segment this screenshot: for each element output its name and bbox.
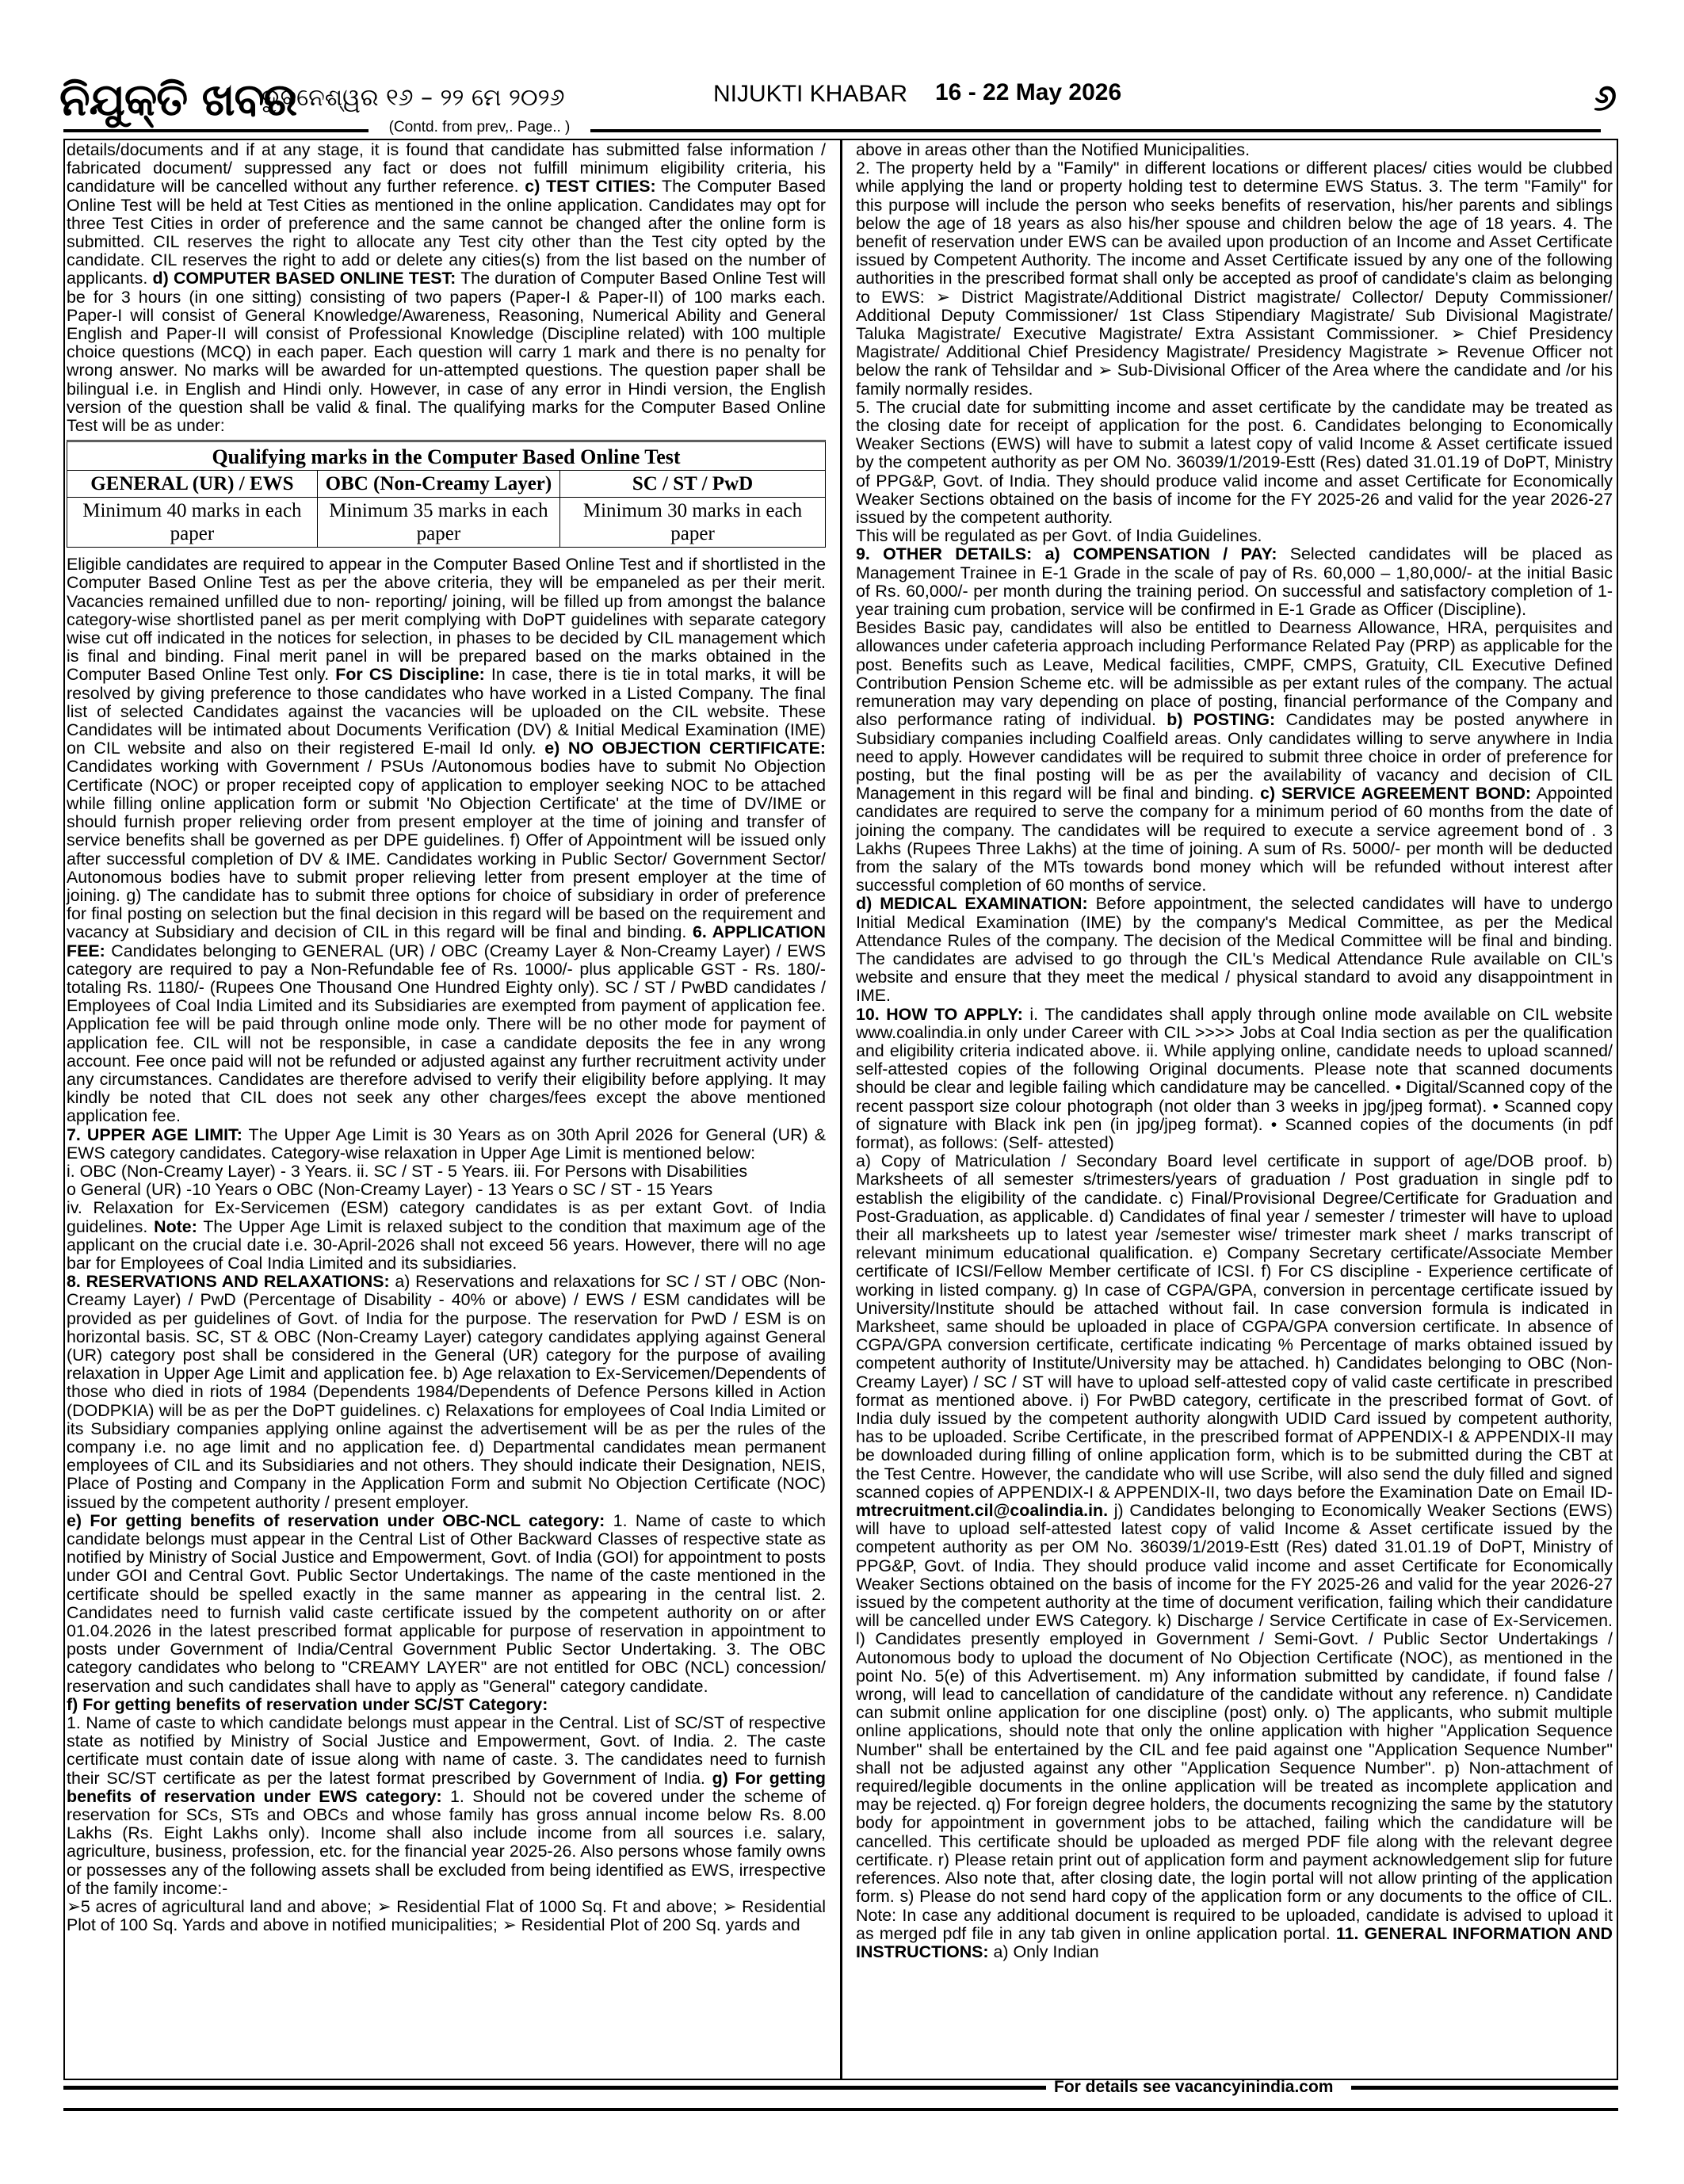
paragraph xyxy=(67,1696,826,1714)
issue-date: 16 - 22 May 2026 xyxy=(935,79,1122,105)
text-run: o General (UR) -10 Years o OBC (Non-Creamy Layer) - 13 Years o SC / ST - 15 Years xyxy=(67,1180,713,1200)
bold-heading-run: e) For getting benefits of reservation under OBC-NCL category: xyxy=(67,1510,605,1530)
text-run: ➢5 acres of agricultural land and above; ➢ Residential Flat of 1000 Sq. Ft and above; ➢ Residential Plot of 100 Sq. Yards and above in notified municipalities; ➢ Residential Plot of 200 Sq. yards and xyxy=(67,1897,826,1935)
continuation-rule-right xyxy=(590,129,1601,132)
paragraph xyxy=(856,619,1613,895)
header-sc-st-pwd: SC / ST / PwD xyxy=(560,471,826,498)
bold-heading-run: c) SERVICE AGREEMENT BOND: xyxy=(1260,784,1532,804)
paragraph xyxy=(67,1714,826,1898)
text-run: The Upper Age Limit is relaxed subject to the condition that maximum age of the applicant on the crucial date i.e. 30-April-2026 shall not exceed 56 years. However, there will no age bar for Employees of Coal India Limited and its subsidiaries. xyxy=(67,1216,827,1273)
paragraph xyxy=(67,141,826,435)
newspaper-logo: ନିଯୁକ୍ତି ଖବର xyxy=(59,74,297,126)
text-run: Before appointment, the selected candidates will have to undergo Initial Medical Examination (IME) by the company's Medical Committee, as per the Medical Attendance Rules of the company. The decision of the Medical Committee will be final and binding. The candidates are advised to go through the CIL's Medical Attendance Rule available on CIL's website and ensure that they meet the medical / physical standard to avoid any disappointment in IME. xyxy=(856,894,1613,1006)
footer-rule-right xyxy=(1351,2086,1618,2090)
paragraph xyxy=(67,1163,826,1181)
text-run: above in areas other than the Notified Municipalities. xyxy=(856,140,1251,159)
text-run: Candidates working with Government / PSUs /Autonomous bodies have to submit No Objection Certificate (NOC) or proper receipted copy of application to employer seeking NOC to be attached while filling online application form or submit 'No Objection Certificate' at the time of DV/IME or should furnish proper relieving order from present employer at the time of joining and transfer of service benefits shall be governed as per DPE guidelines. f) Offer of Appointment will be issued only after successful completion of DV & IME. Candidates working in Public Sector/ Government Sector/ Autonomous bodies have to submit proper relieving letter from present employer at the time of joining. g) The candidate has to submit three options for choice of subsidiary in order of preference for final posting on selection but the final decision in this regard will be based on the requirement and vacancy at Subsidiary and decision of CIL in this regard will be final and binding. xyxy=(67,757,826,942)
table-title: Qualifying marks in the Computer Based Online Test xyxy=(67,440,826,470)
text-run: a) Only Indian xyxy=(988,1942,1099,1961)
text-run: Eligible candidates are required to appear in the Computer Based Online Test and if shortlisted in the Computer Based Online Test as per the above criteria, they will be empaneled as per their merit. Vacancies remained unfilled due to non- reporting/ joining, will be filled up from amongst the balance category-wise shortlisted panel as per merit complying with DoPT guidelines with separate category wise cut off indicated in the notices for selection, in phases to be decided by CIL management which is final and binding. Final merit panel in will be prepared based on the marks obtained in the Computer Based Online Test only. xyxy=(67,555,826,685)
bold-heading-run: 9. OTHER DETAILS: a) COMPENSATION / PAY: xyxy=(856,544,1277,564)
paragraph xyxy=(67,1898,826,1934)
continuation-row xyxy=(63,119,1601,141)
text-run: 1. Should not be covered under the scheme of reservation for SCs, STs and OBCs and whose family has gross annual income below Rs. 8.00 Lakhs (Rs. Eight Lakhs only). Income shall also include income from all sources i.e. salary, agriculture, business, profession, etc. for the financial year 2025-26. Also persons whose family owns or possesses any of the following assets shall be excluded from being identified as EWS, irrespective of the family income:- xyxy=(67,1786,826,1898)
bold-heading-run: e) NO OBJECTION CERTIFICATE: xyxy=(544,739,826,758)
paragraph xyxy=(856,141,1613,159)
text-run: Selected candidates will be placed as Management Trainee in E-1 Grade in the scale of pay of Rs. 60,000 – 1,80,000/- at the initial Basic of Rs. 60,000/- per month during the training period. On successful and satisfactory completion of 1-year training cum probation, service will be confirmed in E-1 Grade as Officer (Discipline). xyxy=(856,544,1613,620)
continuation-rule-left xyxy=(63,129,368,132)
bold-heading-run: d) MEDICAL EXAMINATION: xyxy=(856,894,1088,914)
bold-heading-run: mtrecruitment.cil@coalindia.in. xyxy=(856,1501,1109,1521)
paragraph xyxy=(67,1181,826,1199)
left-column xyxy=(67,141,826,1934)
header-general-ews: GENERAL (UR) / EWS xyxy=(67,471,318,498)
continuation-note: (Contd. from prev,. Page.. ) xyxy=(388,119,571,136)
bold-heading-run: For CS Discipline: xyxy=(335,665,485,685)
bold-heading-run: b) POSTING: xyxy=(1167,710,1276,730)
text-run: 1. Name of caste to which candidate belongs must appear in the Central List of Other Backward Classes of respective state as notified by Ministry of Social Justice and Empowerment, Govt. of India (GOI) for appointment to posts under GOI and Central Govt. Public Sector Undertakings. The name of the caste mentioned in the certificate should be spelled exactly in the same manner as appearing in the central list. 2. Candidates need to furnish valid caste certificate issued by the competent authority on or after 01.04.2026 in the latest prescribed format applicable for purpose of reservation in appointment to posts under Government of India/Central Government Public Sector Undertaking. 3. The OBC category candidates who belong to "CREAMY LAYER" are not entitled for OBC (NCL) concession/ reservation and such candidates shall have to apply as "General" category candidate. xyxy=(67,1510,826,1696)
text-run: a) Copy of Matriculation / Secondary Board level certificate in support of age/DOB proof. b) Marksheets of all semester s/trimesters/years of graduation / Post graduation in single pdf to establish the eligibility of the candidate. c) Final/Provisional Degree/Certificate for Graduation and Post-Graduation, as applicable. d) Candidates of final year / semester / trimester will have to upload their all marksheets up to latest year /semester wise/ trimester mark sheet / marks transcript of relevant minimum educational qualification. e) Company Secretary certificate/Associate Member certificate of ICSI/Fellow Member certificate of ICSI. f) For CS discipline - Experience certificate of working in listed company. g) In case of CGPA/GPA, conversion in percentage certificate issued by University/Institute should be attached without fail. In case conversion formula is indicated in Marksheet, same should be uploaded in place of CGPA/GPA conversion certificate. In absence of CGPA/GPA conversion certificate, certificate indicating % Percentage of marks obtained issued by competent authority of Institute/University may be attached. h) Candidates belonging to OBC (Non-Creamy Layer) / SC / ST will have to upload self-attested copy of valid caste certificate in prescribed format as mentioned above. i) For PwBD category, certificate in the prescribed format of Govt. of India duly issued by the competent authority alongwith UDID Card issued by competent authority, has to be uploaded. Scribe Certificate, in the prescribed format of APPENDIX-I & APPENDIX-II may be downloaded during filling of online application form, which is to be submitted during the CBT at the Test Centre. However, the candidate who will use Scribe, will also send the duly filled and signed scanned copies of APPENDIX-I & APPENDIX-II, two days before the Examination Date on Email ID- xyxy=(856,1151,1613,1502)
paragraph xyxy=(856,895,1613,1005)
odia-dateline: ଭୁବନେଶ୍ୱର ୧୬ – ୨୨ ମେ ୨୦୨୬ xyxy=(262,84,565,112)
paragraph xyxy=(856,1006,1613,1153)
newspaper-title: NIJUKTI KHABAR xyxy=(713,81,908,107)
text-run: 2. The property held by a "Family" in different locations or different places/ cities would be clubbed while applying the land or property holding test to determine EWS Status. 3. The term "Family" for this purpose will include the person who seeks benefits of reservation, his/her parents and siblings below the age of 18 years as also his/her spouse and children below the age of 18 years. 4. The benefit of reservation under EWS can be availed upon production of an Income and Asset Certificate issued by Competent Authority. The income and Asset Certificate issued by any one of the following authorities in the prescribed format shall only be accepted as proof of candidate's claim as belonging to EWS: ➢ District Magistrate/Additional District magistrate/ Collector/ Deputy Commissioner/ Additional Deputy Commissioner/ 1st Class Stipendiary Magistrate/ Sub Divisional Magistrate/ Taluka Magistrate/ Executive Magistrate/ Extra Assistant Commissioner. ➢ Chief Presidency Magistrate/ Additional Chief Presidency Magistrate/ Presidency Magistrate ➢ Revenue Officer not below the rank of Tehsildar and ➢ Sub-Divisional Officer of the Area where the candidate and /or his family normally resides. xyxy=(856,158,1613,399)
footer-rule-left xyxy=(63,2086,1046,2090)
cell-obc: Minimum 35 marks in each paper xyxy=(317,498,559,548)
paragraph xyxy=(67,1273,826,1512)
text-run: The Computer Based Online Test will be held at Test Cities as mentioned in the online application. Candidates may opt for three Test Cities in order of preference and the same cannot be changed after the online form is submitted. CIL reserves the right to allocate any Test city other than the Test city opted by the candidate. CIL reserves the right to add or delete any cities(s) from the list based on the number of applicants. xyxy=(67,177,826,288)
bold-heading-run: Note: xyxy=(154,1216,197,1236)
cell-sc-st-pwd: Minimum 30 marks in each paper xyxy=(560,498,826,548)
bold-heading-run: g) For getting benefits of reservation under EWS category: xyxy=(67,1768,826,1806)
text-run: Appointed candidates are required to serve the company for a minimum period of 60 months from the date of joining the company. The candidates will be required to execute a service agreement bond of . 3 Lakhs (Rupees Three Lakhs) at the time of joining. A sum of Rs. 5000/- per month will be deducted from the salary of the MTs towards bond money which will be refunded without interest after successful completion of 60 months of service. xyxy=(856,784,1613,895)
paragraph xyxy=(67,556,826,1125)
paragraph xyxy=(856,545,1613,619)
text-run: details/documents and if at any stage, it is found that candidate has submitted false information / fabricated document/ suppressed any fact or does not fulfill minimum eligibility criteria, his candidature will be cancelled without any further reference. xyxy=(67,140,826,197)
text-run: Candidates may be posted anywhere in Subsidiary companies including Coalfield areas. Only candidates willing to serve anywhere in India need to apply. However candidates will be required to submit three choice in order of preference for posting, but the final posting will be as per the availability of vacancy and decision of CIL Management in this regard will be final and binding. xyxy=(856,710,1613,804)
table-row xyxy=(67,498,826,548)
cell-general-ews: Minimum 40 marks in each paper xyxy=(67,498,318,548)
paragraph xyxy=(856,159,1613,399)
footer-note: For details see vacancyinindia.com xyxy=(1054,2078,1334,2096)
paragraph xyxy=(856,527,1613,545)
paragraph xyxy=(856,399,1613,527)
paragraph xyxy=(67,1512,826,1696)
bold-heading-run: 6. APPLICATION FEE: xyxy=(67,922,826,960)
page-number: ୬ xyxy=(1594,76,1617,119)
text-run: Candidates belonging to GENERAL (UR) / OBC (Creamy Layer & Non-Creamy Layer) / EWS category are required to pay a Non-Refundable fee of Rs. 1000/- plus applicable GST - Rs. 180/- totaling Rs. 1180/- (Rupees One Thousand One Hundred Eighty only). SC / ST / PwBD candidates / Employees of Coal India Limited and its Subsidiaries are exempted from payment of application fee. Application fee will be paid through online mode only. There will be no other mode for payment of application fee. CIL will not be responsible, in case a candidate deposits the fee in any wrong account. Fee once paid will not be refunded or adjusted against any further recruitment activity under any circumstances. Candidates are therefore advised to verify their eligibility before applying. It may kindly be noted that CIL does not seek any other charges/fees except the above mentioned application fee. xyxy=(67,941,826,1126)
paragraph xyxy=(856,1152,1613,1961)
bold-heading-run: c) TEST CITIES: xyxy=(525,177,656,197)
paragraph xyxy=(67,1126,826,1163)
text-run: a) Reservations and relaxations for SC / ST / OBC (Non-Creamy Layer) / PwD (Percentage of Disability - 40% or above) / EWS / ESM candidates will be provided as per guidelines of Govt. of India for the purpose. The reservation for PwD / ESM is on horizontal basis. SC, ST & OBC (Non-Creamy Layer) category candidates applying against General (UR) category post shall be considered in the General (UR) category for the purpose of availing relaxation in Upper Age Limit and application fee. b) Age relaxation to Ex-Servicemen/Dependents of those who died in riots of 1984 (Dependents 1984/Dependents of Defence Persons killed in Action (DODPKIA) will be as per the DoPT guidelines. c) Relaxations for employees of Coal India Limited or its Subsidiary companies applying online against the advertisement will be as per the rules of the company i.e. no age limit and no application fee. d) Departmental candidates mean permanent employees of CIL and its Subsidiaries and not others. They should indicate their Designation, NEIS, Place of Posting and Company in the Application Form and submit No Objection Certificate (NOC) issued by the competent authority / present employer. xyxy=(67,1272,826,1512)
text-run: iv. Relaxation for Ex-Servicemen (ESM) category candidates is as per extant Govt. of India guidelines. xyxy=(67,1198,826,1236)
text-run: i. The candidates shall apply through online mode available on CIL website www.coalindia.in only under Career with CIL >>>> Jobs at Coal India section as per the qualification and eligibility criteria indicated above. ii. While applying online, candidate needs to upload scanned/ self-attested copies of the following Original documents. Please note that scanned documents should be clear and legible failing which candidature may be cancelled. • Digital/Scanned copy of the recent passport size colour photograph (not older than 3 weeks in jpg/jpeg format). • Scanned copy of signature with Black ink pen (in jpg/jpeg format). • Scanned copies of the documents (in pdf format), as follows: (Self- attested) xyxy=(856,1004,1613,1152)
header-obc: OBC (Non-Creamy Layer) xyxy=(317,471,559,498)
column-divider xyxy=(840,139,842,2080)
bottom-rule xyxy=(63,2108,1618,2111)
text-run: The duration of Computer Based Online Test will be for 3 hours (in one sitting) consisting of two papers (Paper-I & Paper-II) of 100 marks each. Paper-I will consist of General Knowledge/Awareness, Reasoning, Numerical Ability and General English and Paper-II will consist of Professional Knowledge (Discipline related) with 100 multiple choice questions (MCQ) in each paper. Each question will carry 1 mark and there is no penalty for wrong answer. No marks will be awarded for un-attempted questions. The question paper shall be bilingual i.e. in English and Hindi only. However, in case of any error in Hindi version, the English version of the question shall be valid & final. The qualifying marks for the Computer Based Online Test will be as under: xyxy=(67,269,826,436)
bold-heading-run: 8. RESERVATIONS AND RELAXATIONS: xyxy=(67,1272,390,1292)
bold-heading-run: d) COMPUTER BASED ONLINE TEST: xyxy=(152,269,456,288)
text-run: Besides Basic pay, candidates will also be entitled to Dearness Allowance, HRA, perquisites and allowances under cafeteria approach including Performance Related Pay (PRP) as applicable for the post. Benefits such as Leave, Medical facilities, CMPF, CMPS, Gratuity, CIL Executive Defined Contribution Pension Scheme etc. will be admissible as per extant rules of the company. The actual remuneration may vary depending on place of posting, financial performance of the Company and also performance rating of individual. xyxy=(856,618,1613,730)
text-run: The Upper Age Limit is 30 Years as on 30th April 2026 for General (UR) & EWS category candidates. Category-wise relaxation in Upper Age Limit is mentioned below: xyxy=(67,1124,826,1163)
table-header-row xyxy=(67,471,826,498)
bold-heading-run: 7. UPPER AGE LIMIT: xyxy=(67,1124,242,1144)
bold-heading-run: 10. HOW TO APPLY: xyxy=(856,1004,1023,1024)
masthead xyxy=(48,70,1632,125)
bold-heading-run: 11. GENERAL INFORMATION AND INSTRUCTIONS: xyxy=(856,1923,1613,1961)
text-run: 5. The crucial date for submitting income and asset certificate by the candidate may be treated as the closing date for receipt of application for the post. 6. Candidates belonging to Economically Weaker Sections (EWS) will have to submit a latest copy of valid Income & Asset certificate issued by the competent authority as per OM No. 36039/1/2019-Estt (Res) dated 31.01.19 of DoPT, Ministry of PPG&P, Govt. of India. They should produce valid income and asset Certificate for Economically Weaker Sections obtained on the basis of income for the FY 2025-26 and valid for the year 2026-27 issued by the competent authority. xyxy=(856,397,1613,528)
text-run: 1. Name of caste to which candidate belongs must appear in the Central. List of SC/ST of respective state as notified by Ministry of Social Justice and Empowerment, Govt. of India. 2. The caste certificate must contain date of issue along with name of caste. 3. The candidates need to furnish their SC/ST certificate as per the latest format prescribed by Government of India. xyxy=(67,1713,826,1788)
bold-heading-run: f) For getting benefits of reservation under SC/ST Category: xyxy=(67,1694,548,1714)
text-run: i. OBC (Non-Creamy Layer) - 3 Years. ii. SC / ST - 5 Years. iii. For Persons with Disabilities xyxy=(67,1161,748,1181)
text-run: j) Candidates belonging to Economically Weaker Sections (EWS) will have to upload self-attested latest copy of valid Income & Asset certificate issued by the competent authority as per OM No. 36039/1/2019-Estt (Res) dated 31.01.19 of DoPT, Ministry of PPG&P, Govt. of India. They should produce valid income and asset Certificate for Economically Weaker Sections obtained on the basis of income for the FY 2025-26 and valid for the year 2026-27 issued by the competent authority at the time of document verification, failing which their candidature will be cancelled under EWS Category. k) Discharge / Service Certificate in case of Ex-Servicemen. l) Candidates presently employed in Government / Semi-Govt. / Public Sector Undertakings / Autonomous body to upload the document of No Objection Certificate (NOC), as mentioned in the point No. 5(e) of this Advertisement. m) Any information submitted by candidate, if found false / wrong, will lead to cancellation of candidature of the candidate without any reference. n) Candidate can submit online application for one discipline (post) only. o) The applicants, who submit multiple online applications, should note that only the online application with higher "Application Sequence Number" shall be entertained by the CIL and fee paid against one "Application Sequence Number" shall not be adjusted against any other "Application Sequence Number". p) Non-attachment of required/legible documents in the online application will be treated as incomplete application and may be rejected. q) For foreign degree holders, the documents recognizing the same by the statutory body for appointment in government jobs to be attached, failing which the candidature will be cancelled. This certificate should be uploaded as merged PDF file along with the relevant degree certificate. r) Please retain print out of application form and payment acknowledgement slip for future references. Also note that, after closing date, the login portal will not allow printing of the application form. s) Please do not send hard copy of the application form or any documents to the office of CIL. Note: In case any additional document is required to be uploaded, candidate is advised to upload it as merged pdf file in any tab given in online application portal. xyxy=(856,1501,1613,1943)
qualifying-marks-table xyxy=(67,440,826,548)
text-run: In case, there is tie in total marks, it will be resolved by giving preference to those candidates who have worked in a Listed Company. The final list of selected Candidates against the vacancies will be uploaded on the CIL website. These Candidates will be intimated about Documents Verification (DV) & Initial Medical Examination (IME) on CIL website and also on their registered E-mail Id only. xyxy=(67,665,826,758)
right-column xyxy=(856,141,1613,1961)
paragraph xyxy=(67,1199,826,1273)
text-run: This will be regulated as per Govt. of India Guidelines. xyxy=(856,526,1262,546)
